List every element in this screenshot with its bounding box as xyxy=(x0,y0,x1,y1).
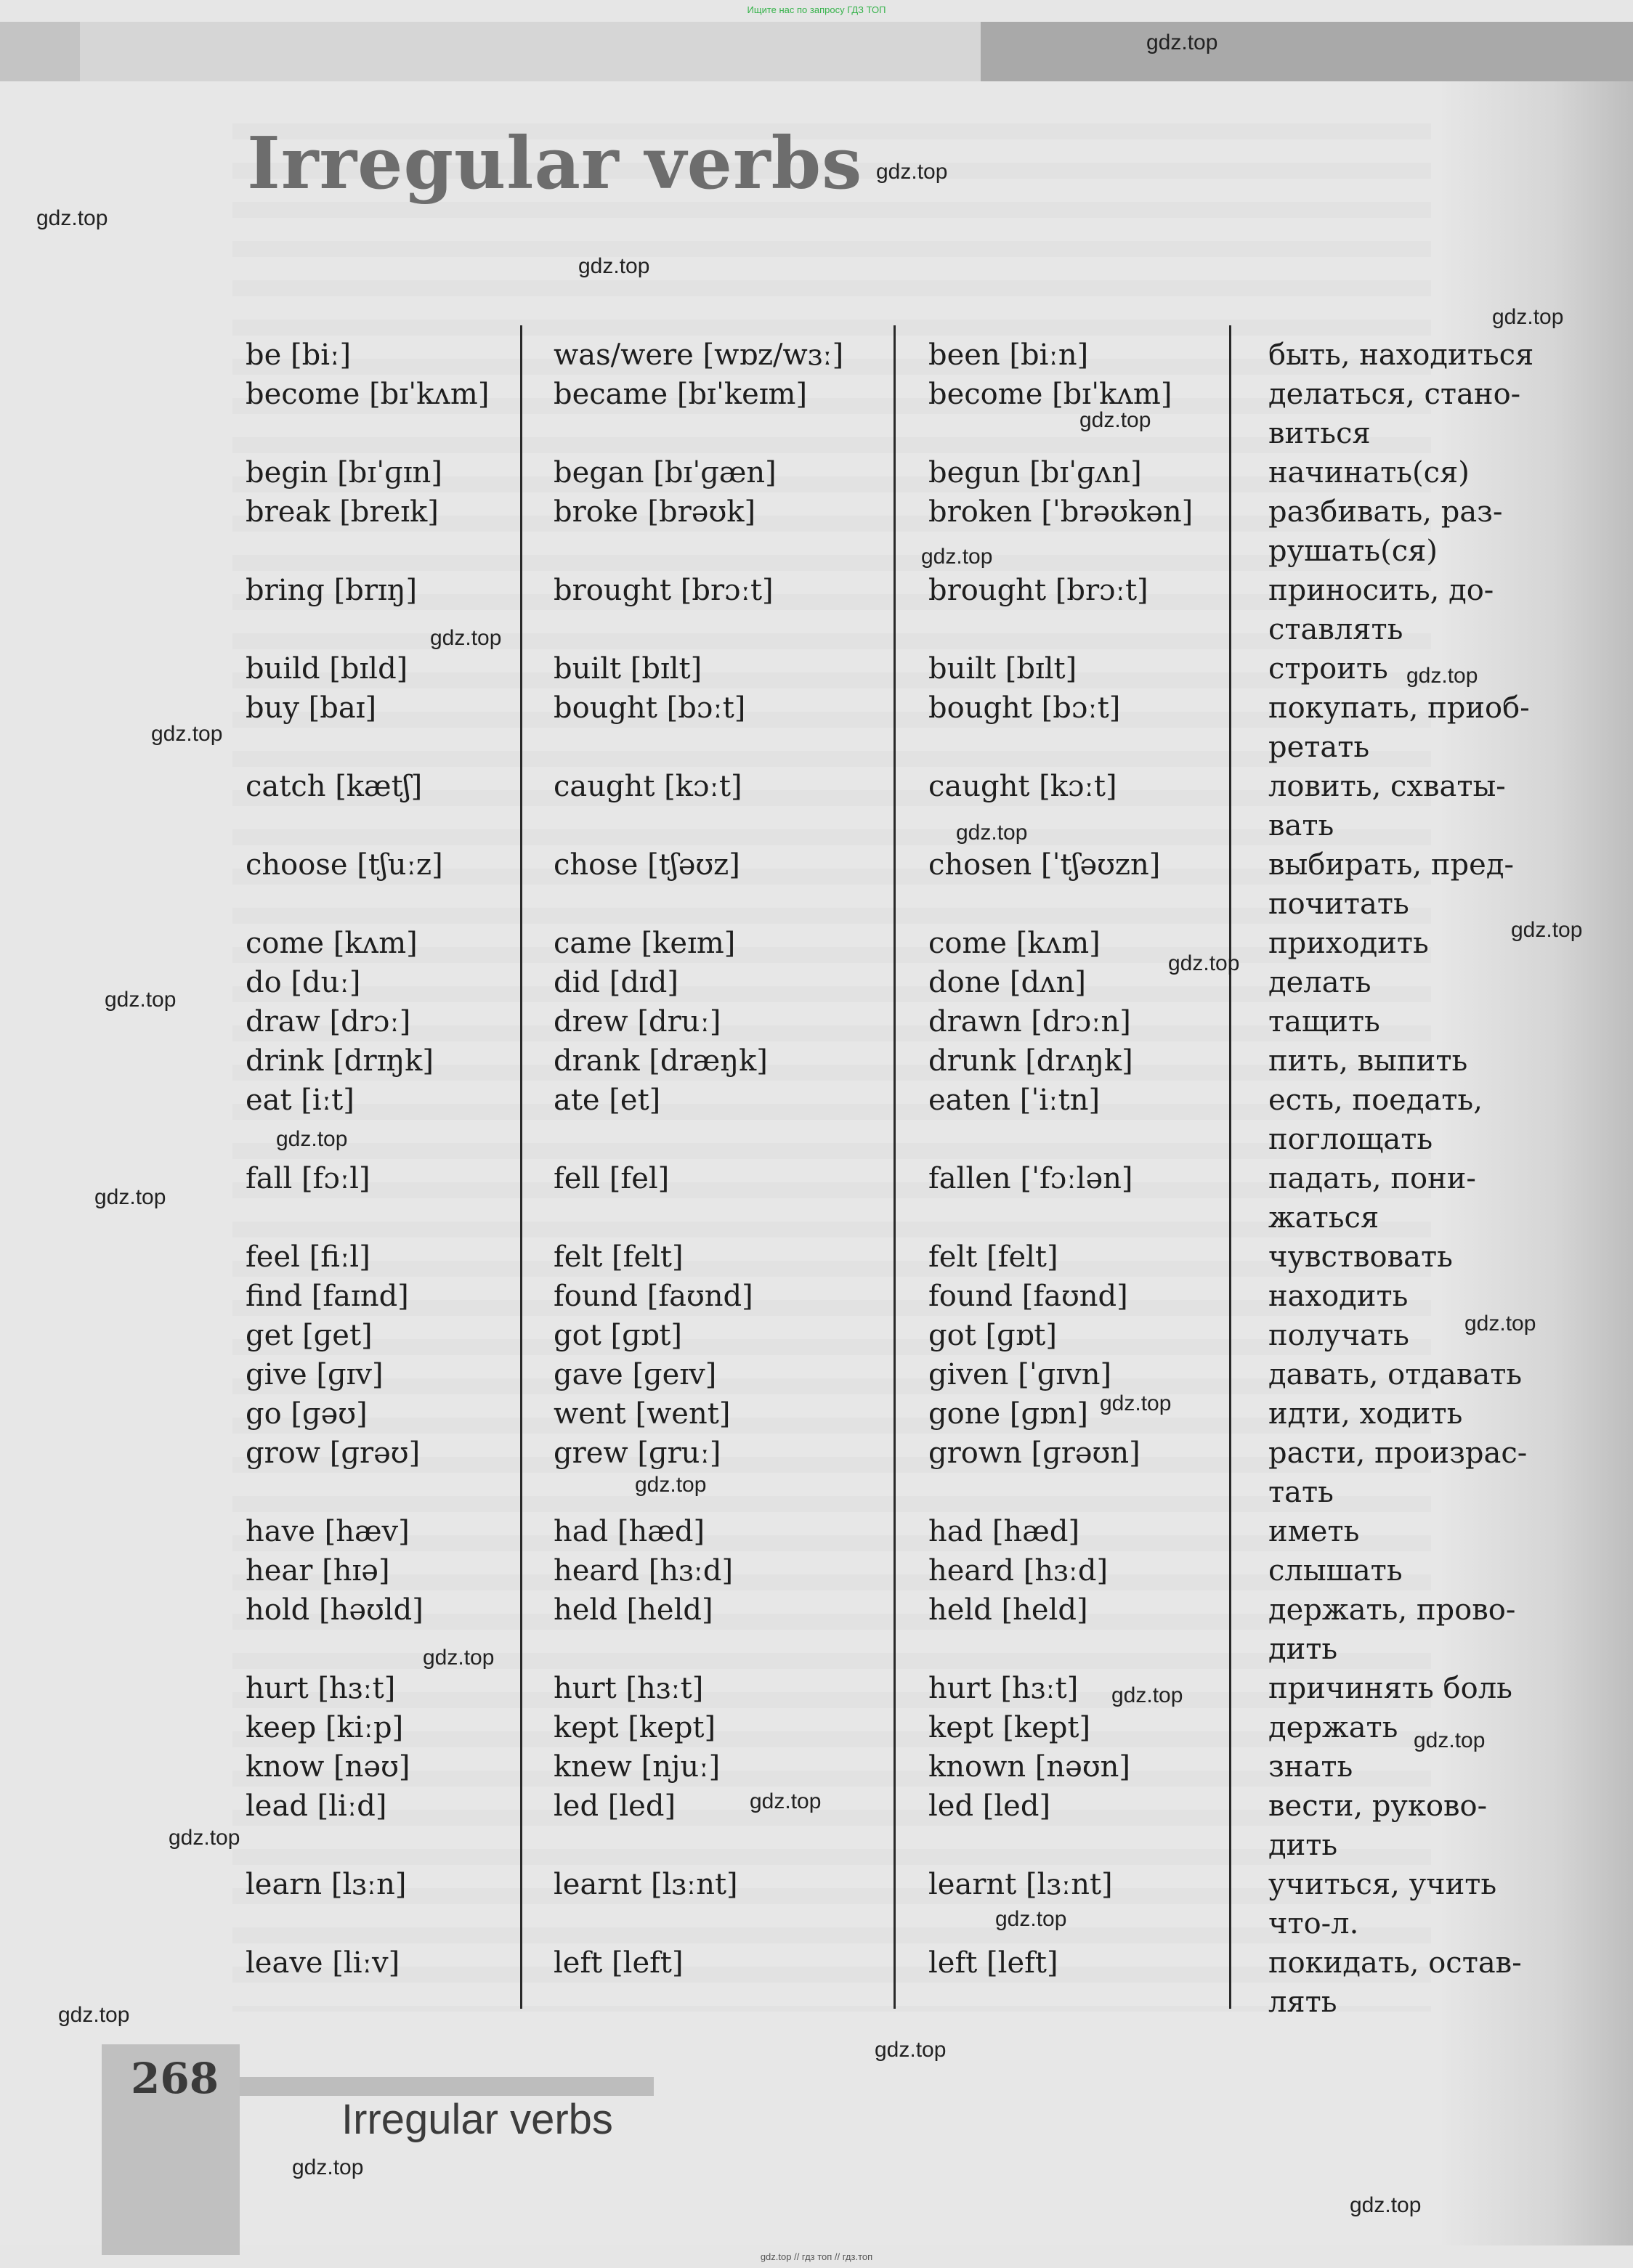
verb-translation-line: тащить xyxy=(1268,1005,1380,1039)
verb-past-cell: was/were [wɒz/wɜː] xyxy=(554,338,844,372)
verb-past-cell: did [dɪd] xyxy=(554,966,678,999)
verb-base-cell: feel [fiːl] xyxy=(246,1240,370,1274)
verb-translation-line: приходить xyxy=(1268,927,1429,960)
verb-translation-line: что-л. xyxy=(1268,1907,1359,1940)
verb-base-cell: keep [kiːp] xyxy=(246,1711,404,1744)
verb-past-cell: left [left] xyxy=(554,1946,684,1980)
verb-translation-line: быть, находиться xyxy=(1268,338,1534,372)
verb-translation-line: покупать, приоб- xyxy=(1268,691,1530,725)
watermark: gdz.top xyxy=(1168,951,1240,975)
verb-translation-line: чувствовать xyxy=(1268,1240,1453,1274)
verb-participle-cell: begun [bɪˈɡʌn] xyxy=(928,456,1142,489)
verb-translation-line: знать xyxy=(1268,1750,1353,1784)
watermark: gdz.top xyxy=(430,626,502,650)
verb-past-cell: felt [felt] xyxy=(554,1240,684,1274)
verb-translation-line: ретать xyxy=(1268,731,1370,764)
watermark: gdz.top xyxy=(1111,1683,1183,1707)
footer-bar xyxy=(240,2077,654,2096)
verb-base-cell: come [kʌm] xyxy=(246,927,418,960)
watermark: gdz.top xyxy=(1414,1728,1486,1752)
verb-translation-line: идти, ходить xyxy=(1268,1397,1463,1431)
verb-base-cell: begin [bɪˈɡɪn] xyxy=(246,456,442,489)
verb-participle-cell: bought [bɔːt] xyxy=(928,691,1121,725)
verb-past-cell: hurt [hɜːt] xyxy=(554,1672,704,1705)
verb-base-cell: have [hæv] xyxy=(246,1515,410,1548)
watermark: gdz.top xyxy=(1079,408,1151,432)
verb-participle-cell: eaten [ˈiːtn] xyxy=(928,1084,1101,1117)
verb-translation-line: пить, выпить xyxy=(1268,1044,1468,1078)
verb-participle-cell: felt [felt] xyxy=(928,1240,1058,1274)
verb-base-cell: draw [drɔː] xyxy=(246,1005,411,1039)
verb-past-cell: began [bɪˈɡæn] xyxy=(554,456,777,489)
verb-participle-cell: got [ɡɒt] xyxy=(928,1319,1057,1352)
verb-participle-cell: fallen [ˈfɔːlən] xyxy=(928,1162,1133,1195)
verb-past-cell: broke [brəʊk] xyxy=(554,495,756,529)
verb-base-cell: eat [iːt] xyxy=(246,1084,354,1117)
watermark: gdz.top xyxy=(1492,305,1564,329)
watermark: gdz.top xyxy=(1350,2193,1422,2217)
verb-past-cell: grew [ɡruː] xyxy=(554,1436,721,1470)
verb-base-cell: hurt [hɜːt] xyxy=(246,1672,396,1705)
verb-past-cell: chose [tʃəʊz] xyxy=(554,848,740,882)
verb-translation-line: почитать xyxy=(1268,887,1409,921)
verb-base-cell: be [biː] xyxy=(246,338,352,372)
verb-base-cell: hear [hɪə] xyxy=(246,1554,390,1588)
watermark: gdz.top xyxy=(58,2003,130,2027)
verb-past-cell: came [keɪm] xyxy=(554,927,736,960)
verb-past-cell: had [hæd] xyxy=(554,1515,705,1548)
watermark: gdz.top xyxy=(995,1907,1067,1931)
verb-past-cell: ate [et] xyxy=(554,1084,661,1117)
top-note: Ищите нас по запросу ГДЗ ТОП xyxy=(747,4,886,15)
watermark: gdz.top xyxy=(1100,1391,1172,1415)
verb-translation-line: дить xyxy=(1268,1633,1338,1666)
verb-base-cell: leave [liːv] xyxy=(246,1946,400,1980)
verb-translation-line: начинать(ся) xyxy=(1268,456,1470,489)
verb-past-cell: bought [bɔːt] xyxy=(554,691,746,725)
column-divider-3 xyxy=(1229,325,1231,2009)
header-light-block xyxy=(80,22,981,81)
verb-participle-cell: known [nəʊn] xyxy=(928,1750,1131,1784)
verb-base-cell: become [bɪˈkʌm] xyxy=(246,378,490,411)
verb-past-cell: got [ɡɒt] xyxy=(554,1319,682,1352)
verb-participle-cell: come [kʌm] xyxy=(928,927,1101,960)
verb-participle-cell: heard [hɜːd] xyxy=(928,1554,1109,1588)
verb-base-cell: do [duː] xyxy=(246,966,361,999)
verb-translation-line: дить xyxy=(1268,1829,1338,1862)
verb-past-cell: gave [ɡeɪv] xyxy=(554,1358,717,1391)
verb-past-cell: led [led] xyxy=(554,1789,676,1823)
verb-translation-line: разбивать, раз- xyxy=(1268,495,1503,529)
verb-participle-cell: found [faʊnd] xyxy=(928,1280,1128,1313)
verb-past-cell: drank [dræŋk] xyxy=(554,1044,768,1078)
page-number: 268 xyxy=(131,2054,219,2103)
verb-base-cell: go [ɡəʊ] xyxy=(246,1397,368,1431)
verb-base-cell: know [nəʊ] xyxy=(246,1750,410,1784)
verb-participle-cell: caught [kɔːt] xyxy=(928,770,1117,803)
verb-participle-cell: hurt [hɜːt] xyxy=(928,1672,1079,1705)
verb-participle-cell: held [held] xyxy=(928,1593,1088,1627)
column-divider-2 xyxy=(894,325,896,2009)
verb-past-cell: caught [kɔːt] xyxy=(554,770,742,803)
watermark: gdz.top xyxy=(875,2038,947,2062)
verb-base-cell: learn [lɜːn] xyxy=(246,1868,407,1901)
verb-base-cell: buy [baɪ] xyxy=(246,691,377,725)
verb-participle-cell: drunk [drʌŋk] xyxy=(928,1044,1133,1078)
watermark: gdz.top xyxy=(94,1185,166,1209)
verb-participle-cell: kept [kept] xyxy=(928,1711,1091,1744)
verb-base-cell: break [breɪk] xyxy=(246,495,439,529)
page-title: Irregular verbs xyxy=(247,122,863,206)
watermark: gdz.top xyxy=(1146,31,1218,54)
verb-past-cell: held [held] xyxy=(554,1593,713,1627)
verb-base-cell: find [faɪnd] xyxy=(246,1280,409,1313)
verb-translation-line: давать, отдавать xyxy=(1268,1358,1523,1391)
verb-past-cell: found [faʊnd] xyxy=(554,1280,753,1313)
verb-participle-cell: been [biːn] xyxy=(928,338,1089,372)
verb-participle-cell: learnt [lɜːnt] xyxy=(928,1868,1113,1901)
watermark: gdz.top xyxy=(423,1646,495,1670)
verb-participle-cell: gone [ɡɒn] xyxy=(928,1397,1089,1431)
verb-participle-cell: given [ˈɡɪvn] xyxy=(928,1358,1112,1391)
watermark: gdz.top xyxy=(635,1473,707,1497)
watermark: gdz.top xyxy=(292,2155,364,2179)
verb-translation-line: иметь xyxy=(1268,1515,1360,1548)
watermark: gdz.top xyxy=(1406,664,1478,688)
watermark: gdz.top xyxy=(105,988,177,1012)
verb-base-cell: drink [drɪŋk] xyxy=(246,1044,434,1078)
verb-translation-line: тать xyxy=(1268,1476,1334,1509)
verb-translation-line: рушать(ся) xyxy=(1268,535,1438,568)
watermark: gdz.top xyxy=(956,821,1028,845)
verb-base-cell: catch [kætʃ] xyxy=(246,770,423,803)
verb-past-cell: knew [njuː] xyxy=(554,1750,721,1784)
verb-base-cell: bring [brɪŋ] xyxy=(246,574,418,607)
verb-translation-line: приносить, до- xyxy=(1268,574,1494,607)
verb-translation-line: выбирать, пред- xyxy=(1268,848,1514,882)
verb-translation-line: делаться, стано- xyxy=(1268,378,1521,411)
verb-translation-line: поглощать xyxy=(1268,1123,1433,1156)
verb-base-cell: give [ɡɪv] xyxy=(246,1358,384,1391)
verb-past-cell: heard [hɜːd] xyxy=(554,1554,734,1588)
verb-translation-line: вать xyxy=(1268,809,1334,842)
footer-title: Irregular verbs xyxy=(341,2096,613,2143)
verb-past-cell: became [bɪˈkeɪm] xyxy=(554,378,808,411)
watermark: gdz.top xyxy=(578,254,650,278)
verb-base-cell: hold [həʊld] xyxy=(246,1593,424,1627)
verb-participle-cell: built [bɪlt] xyxy=(928,652,1077,686)
verb-participle-cell: broken [ˈbrəʊkən] xyxy=(928,495,1194,529)
verb-translation-line: учиться, учить xyxy=(1268,1868,1497,1901)
watermark: gdz.top xyxy=(921,545,993,569)
watermark: gdz.top xyxy=(169,1826,240,1850)
verb-participle-cell: drawn [drɔːn] xyxy=(928,1005,1131,1039)
verb-participle-cell: become [bɪˈkʌm] xyxy=(928,378,1172,411)
verb-past-cell: drew [druː] xyxy=(554,1005,721,1039)
verb-translation-line: ставлять xyxy=(1268,613,1403,646)
watermark: gdz.top xyxy=(876,160,948,184)
verb-translation-line: держать xyxy=(1268,1711,1398,1744)
verb-past-cell: built [bɪlt] xyxy=(554,652,702,686)
verb-translation-line: расти, произрас- xyxy=(1268,1436,1528,1470)
verb-participle-cell: had [hæd] xyxy=(928,1515,1080,1548)
verb-base-cell: grow [ɡrəʊ] xyxy=(246,1436,421,1470)
verb-translation-line: получать xyxy=(1268,1319,1409,1352)
verb-translation-line: вести, руково- xyxy=(1268,1789,1488,1823)
verb-base-cell: get [ɡet] xyxy=(246,1319,373,1352)
verb-translation-line: делать xyxy=(1268,966,1371,999)
verb-past-cell: went [went] xyxy=(554,1397,731,1431)
verb-translation-line: жаться xyxy=(1268,1201,1379,1235)
header-dark-block xyxy=(981,22,1633,81)
watermark: gdz.top xyxy=(1511,918,1583,942)
verb-base-cell: fall [fɔːl] xyxy=(246,1162,370,1195)
verb-participle-cell: led [led] xyxy=(928,1789,1051,1823)
verb-past-cell: learnt [lɜːnt] xyxy=(554,1868,738,1901)
verb-translation-line: строить xyxy=(1268,652,1388,686)
verb-participle-cell: grown [ɡrəʊn] xyxy=(928,1436,1140,1470)
watermark: gdz.top xyxy=(276,1127,348,1151)
verb-base-cell: lead [liːd] xyxy=(246,1789,387,1823)
verb-translation-line: слышать xyxy=(1268,1554,1403,1588)
verb-translation-line: причинять боль xyxy=(1268,1672,1512,1705)
verb-translation-line: ловить, схваты- xyxy=(1268,770,1506,803)
watermark: gdz.top xyxy=(1464,1312,1536,1336)
verb-past-cell: brought [brɔːt] xyxy=(554,574,774,607)
verb-participle-cell: chosen [ˈtʃəʊzn] xyxy=(928,848,1161,882)
verb-translation-line: виться xyxy=(1268,417,1371,450)
watermark: gdz.top xyxy=(36,206,108,230)
verb-participle-cell: brought [brɔːt] xyxy=(928,574,1148,607)
verb-base-cell: choose [tʃuːz] xyxy=(246,848,443,882)
verb-translation-line: падать, пони- xyxy=(1268,1162,1476,1195)
verb-translation-line: лять xyxy=(1268,1985,1337,2019)
verb-participle-cell: done [dʌn] xyxy=(928,966,1087,999)
column-divider-1 xyxy=(520,325,522,2009)
verb-translation-line: есть, поедать, xyxy=(1268,1084,1483,1117)
verb-translation-line: находить xyxy=(1268,1280,1409,1313)
verb-participle-cell: left [left] xyxy=(928,1946,1058,1980)
verb-translation-line: покидать, остав- xyxy=(1268,1946,1522,1980)
bottom-note: gdz.top // гдз топ // гдз.топ xyxy=(760,2251,873,2262)
verb-past-cell: fell [fel] xyxy=(554,1162,670,1195)
verb-past-cell: kept [kept] xyxy=(554,1711,716,1744)
verb-base-cell: build [bɪld] xyxy=(246,652,408,686)
watermark: gdz.top xyxy=(750,1789,822,1813)
watermark: gdz.top xyxy=(151,722,223,746)
verb-translation-line: держать, прово- xyxy=(1268,1593,1516,1627)
